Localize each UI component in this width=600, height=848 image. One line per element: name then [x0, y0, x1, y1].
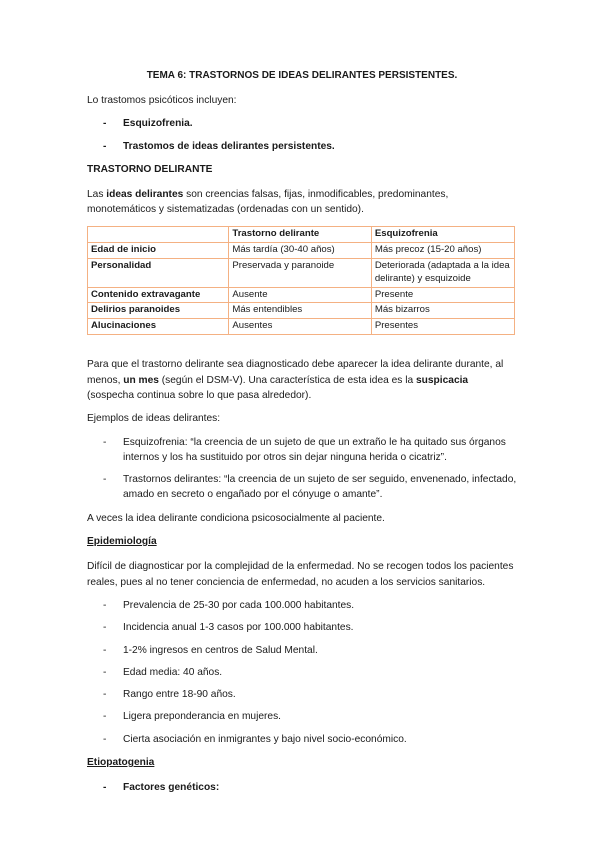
list-item: - Rango entre 18-90 años.	[103, 689, 236, 701]
list-item: - Trastornos delirantes: “la creencia de un sujeto de ser seguido, envenenado, infectado, amado en secreto o engañado por el cónyuge o amante”.	[103, 474, 517, 501]
list-item: - Esquizofrenia.	[103, 118, 193, 130]
table-header-row	[88, 226, 515, 242]
examples-list	[87, 435, 517, 503]
psychosocial-paragraph: A veces la idea delirante condiciona psicosocialmente al paciente.	[87, 512, 385, 524]
list-item: - Esquizofrenia: “la creencia de un sujeto de que un extraño le ha quitado sus órganos internos y los ha sustituido por otros sin dejar ninguna herida o cicatriz”.	[103, 436, 506, 463]
etiopathogenesis-list	[87, 780, 517, 795]
document-content	[87, 68, 517, 804]
list-item: - Factores genéticos:	[103, 782, 220, 794]
table-header-cell: Esquizofrenia	[371, 226, 514, 242]
list-item: - Edad media: 40 años.	[103, 666, 223, 678]
epidemiology-text: Difícil de diagnosticar por la complejidad de la enfermedad. No se recogen todos los pacientes reales, pues al no tener conciencia de enfermedad, no acuden a los servicios sanitarios.	[87, 561, 514, 588]
examples-intro: Ejemplos de ideas delirantes:	[87, 413, 221, 425]
table-row: Contenido extravagante Ausente Presente	[88, 287, 515, 303]
list-item: - Prevalencia de 25-30 por cada 100.000 habitantes.	[103, 599, 355, 611]
table-row: Delirios paranoides Más entendibles Más bizarros	[88, 303, 515, 319]
comparison-table	[87, 226, 515, 336]
table-row: Alucinaciones Ausentes Presentes	[88, 319, 515, 335]
table-row: Edad de inicio Más tardía (30-40 años) Más precoz (15-20 años)	[88, 242, 515, 258]
epidemiology-heading: Epidemiología	[87, 536, 157, 548]
definition-paragraph: Las ideas delirantes son creencias falsas, fijas, inmodificables, predominantes, monotemáticos y sistematizadas (ordenadas con un sentido).	[87, 189, 449, 216]
table-row: Personalidad Preservada y paranoide Deteriorada (adaptada a la idea delirante) y esquizoide	[88, 258, 515, 287]
page-title: TEMA 6: TRASTORNOS DE IDEAS DELIRANTES PERSISTENTES.	[146, 70, 458, 81]
table-header-cell: Trastorno delirante	[229, 226, 371, 242]
diagnosis-paragraph: Para que el trastorno delirante sea diagnosticado debe aparecer la idea delirante durante, al menos, un mes (según el DSM-V). Una característica de esta idea es la suspicacia (sospecha continua sobre lo que pasa alrededor).	[87, 359, 504, 401]
etiopathogenesis-heading: Etiopatogenia	[87, 756, 155, 768]
list-item: - 1-2% ingresos en centros de Salud Mental.	[103, 644, 318, 656]
list-item: - Ligera preponderancia en mujeres.	[103, 711, 282, 723]
list-item: - Incidencia anual 1-3 casos por 100.000 habitantes.	[103, 622, 354, 634]
list-item: - Trastomos de ideas delirantes persistentes.	[103, 140, 335, 152]
epidemiology-list	[87, 598, 517, 747]
definition-term: ideas delirantes	[106, 189, 184, 201]
list-item: - Cierta asociación en inmigrantes y bajo nivel socio-económico.	[103, 733, 407, 745]
intro-text: Lo trastomos psicóticos incluyen:	[87, 95, 237, 106]
section-heading: TRASTORNO DELIRANTE	[87, 163, 213, 175]
psychotic-list	[87, 116, 517, 154]
